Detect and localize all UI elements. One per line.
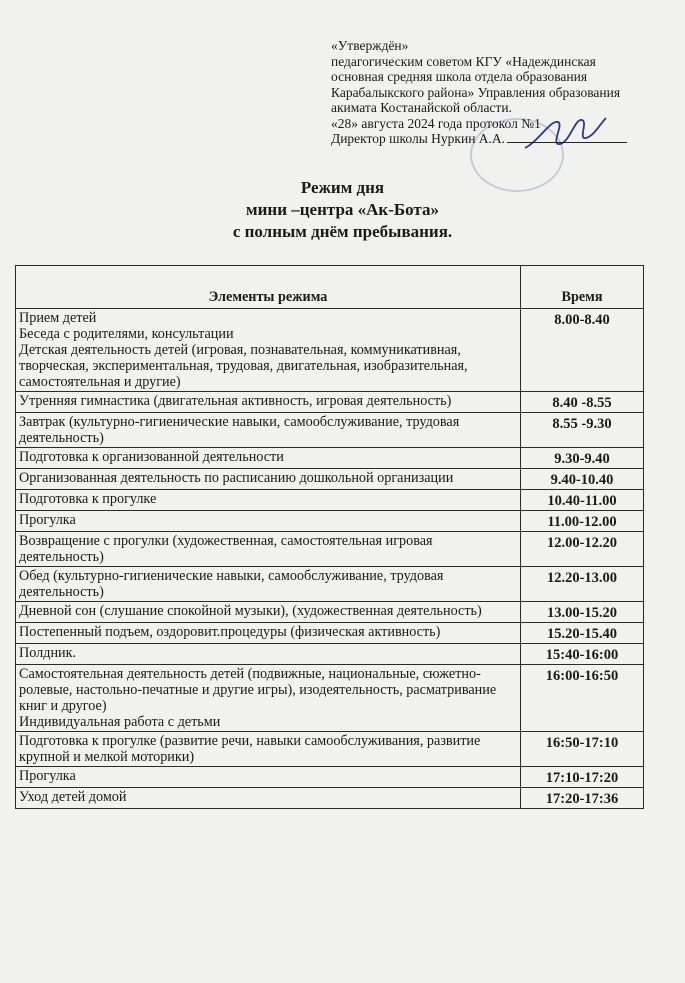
signature-line [507, 142, 627, 143]
director-name: Директор школы Нуркин А.А. [331, 131, 506, 146]
schedule-element-text: Беседа с родителями, консультации [19, 326, 234, 342]
title-line-2: мини –центра «Ак-Бота» [246, 200, 439, 219]
schedule-element-cell [16, 309, 521, 392]
schedule-element-text: Организованная деятельность по расписанию дошкольной организации [19, 470, 454, 486]
schedule-time-cell: 13.00-15.20 [521, 602, 644, 623]
table-row [16, 469, 644, 490]
schedule-element-text: Обед (культурно-гигиенические навыки, самообслуживание, трудовая деятельность) [19, 568, 444, 600]
table-row [16, 511, 644, 532]
schedule-element-cell [16, 532, 521, 567]
schedule-element-text: Самостоятельная деятельность детей (подвижные, национальные, сюжетно-ролевые, настольно-печатные и другие игры), изодеятельность, расматривание книг и другое) [19, 666, 497, 714]
schedule-element-text: Возвращение с прогулки (художественная, самостоятельная игровая деятельность) [19, 533, 433, 565]
schedule-time-cell: 9.40-10.40 [521, 469, 644, 490]
schedule-time-cell: 15.20-15.40 [521, 623, 644, 644]
schedule-element-cell [16, 767, 521, 788]
schedule-element-cell [16, 511, 521, 532]
title-line-1: Режим дня [300, 178, 385, 197]
table-row [16, 567, 644, 602]
table-row [16, 623, 644, 644]
approval-block [331, 38, 661, 147]
schedule-time-cell: 9.30-9.40 [521, 448, 644, 469]
schedule-element-text: Дневной сон (слушание спокойной музыки), (художественная деятельность) [19, 603, 482, 619]
approval-line: акимата Костанайской области. [331, 100, 512, 115]
schedule-element-cell [16, 567, 521, 602]
table-row [16, 448, 644, 469]
schedule-element-text: Прием детей [19, 310, 97, 326]
schedule-time-cell: 8.55 -9.30 [521, 413, 644, 448]
table-row [16, 413, 644, 448]
schedule-time-cell: 12.00-12.20 [521, 532, 644, 567]
header-elements: Элементы режима [16, 266, 521, 309]
schedule-time-cell: 11.00-12.00 [521, 511, 644, 532]
schedule-element-cell [16, 490, 521, 511]
schedule-element-text: Полдник. [19, 645, 77, 661]
approval-line: «28» августа 2024 года протокол №1 [331, 115, 541, 131]
schedule-time-cell: 17:10-17:20 [521, 767, 644, 788]
schedule-element-cell [16, 448, 521, 469]
approval-line: основная средняя школа отдела образования [331, 69, 588, 84]
table-row [16, 767, 644, 788]
schedule-table [15, 265, 644, 809]
schedule-element-text: Подготовка к прогулке (развитие речи, навыки самообслуживания, развитие крупной и мелкой моторики) [19, 733, 481, 765]
schedule-time-cell: 8.00-8.40 [521, 309, 644, 392]
table-row [16, 309, 644, 392]
table-header-row [16, 266, 644, 309]
schedule-element-text: Прогулка [19, 768, 76, 784]
schedule-element-cell [16, 469, 521, 490]
schedule-element-text: Завтрак (культурно-гигиенические навыки, самообслуживание, трудовая деятельность) [19, 414, 460, 446]
schedule-element-text: Уход детей домой [19, 789, 127, 805]
table-row [16, 665, 644, 732]
document-title [0, 177, 685, 243]
schedule-element-cell [16, 602, 521, 623]
schedule-element-text: Индивидуальная работа с детьми [19, 714, 221, 730]
schedule-element-cell [16, 413, 521, 448]
schedule-time-cell: 10.40-11.00 [521, 490, 644, 511]
schedule-time-cell: 17:20-17:36 [521, 788, 644, 809]
schedule-time-cell: 16:00-16:50 [521, 665, 644, 732]
table-row [16, 732, 644, 767]
table-row [16, 602, 644, 623]
schedule-time-cell: 16:50-17:10 [521, 732, 644, 767]
approval-line: педагогическим советом КГУ «Надеждинская [331, 53, 596, 69]
schedule-element-text: Прогулка [19, 512, 76, 528]
schedule-element-cell [16, 623, 521, 644]
title-line-3: с полным днём пребывания. [232, 222, 453, 241]
schedule-element-cell [16, 392, 521, 413]
approval-line: «Утверждён» [331, 38, 409, 53]
schedule-element-text: Подготовка к прогулке [19, 491, 157, 507]
schedule-element-text: Подготовка к организованной деятельности [19, 449, 284, 465]
schedule-element-text: Детская деятельность детей (игровая, познавательная, коммуникативная, творческая, экспериментальная, трудовая, двигательная, изобразительная, самостоятельная и другие) [19, 342, 468, 390]
table-row [16, 392, 644, 413]
schedule-element-cell [16, 788, 521, 809]
schedule-element-cell [16, 732, 521, 767]
table-row [16, 788, 644, 809]
approval-director-line [331, 131, 661, 147]
schedule-element-text: Утренняя гимнастика (двигательная активность, игровая деятельность) [19, 393, 452, 409]
table-row [16, 532, 644, 567]
table-row [16, 490, 644, 511]
schedule-time-cell: 15:40-16:00 [521, 644, 644, 665]
schedule-element-cell [16, 665, 521, 732]
schedule-time-cell: 8.40 -8.55 [521, 392, 644, 413]
approval-line: Карабалыкского района» Управления образования [331, 84, 621, 100]
schedule-element-cell [16, 644, 521, 665]
schedule-time-cell: 12.20-13.00 [521, 567, 644, 602]
schedule-body [16, 309, 644, 809]
header-time: Время [521, 266, 644, 309]
table-row [16, 644, 644, 665]
schedule-element-text: Постепенный подъем, оздоровит.процедуры (физическая активность) [19, 624, 441, 640]
